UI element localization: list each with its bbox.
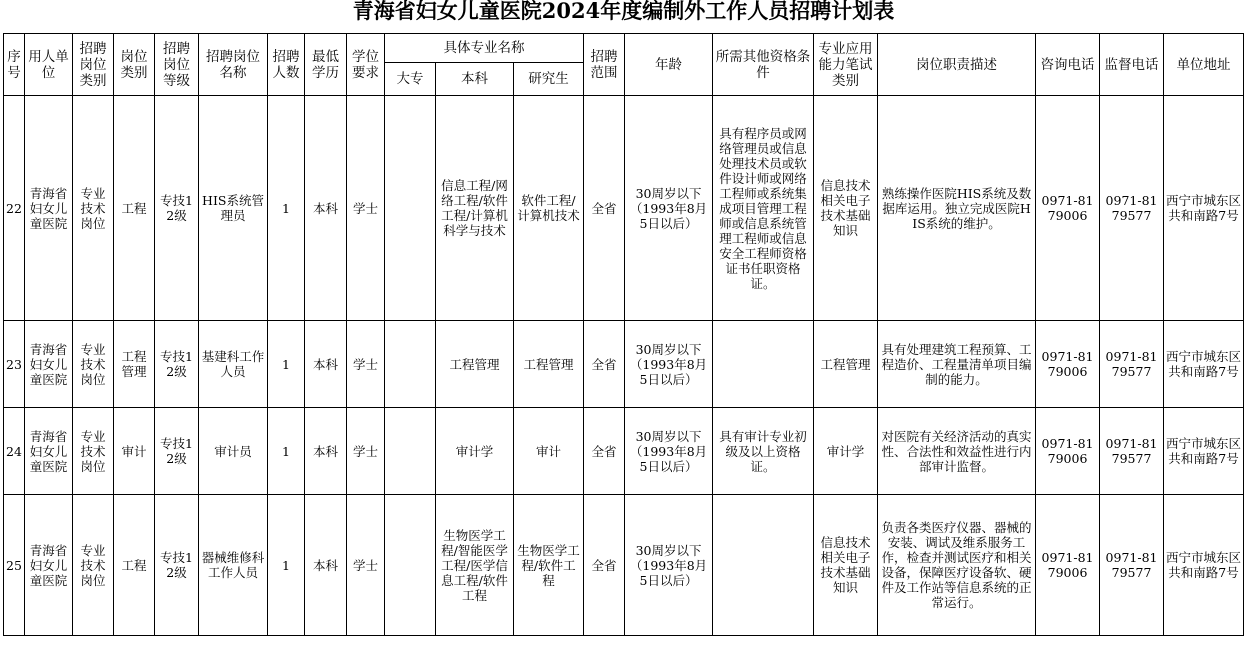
header-major-junior: 大专 bbox=[385, 63, 436, 96]
cell-post-category: 专业技术岗位 bbox=[73, 408, 114, 495]
cell-post-level: 专技12级 bbox=[155, 321, 199, 408]
cell-consult-phone: 0971-8179006 bbox=[1036, 495, 1100, 636]
cell-duties: 对医院有关经济活动的真实性、合法性和效益性进行内部审计监督。 bbox=[878, 408, 1036, 495]
cell-scope: 全省 bbox=[584, 495, 625, 636]
cell-headcount: 1 bbox=[268, 321, 305, 408]
cell-employer: 青海省妇女儿童医院 bbox=[25, 495, 73, 636]
cell-seq: 22 bbox=[4, 96, 25, 321]
cell-age: 30周岁以下（1993年8月5日以后） bbox=[625, 321, 713, 408]
cell-employer: 青海省妇女儿童医院 bbox=[25, 96, 73, 321]
recruitment-plan-table bbox=[3, 33, 1244, 636]
cell-major-graduate: 生物医学工程/软件工程 bbox=[514, 495, 584, 636]
header-post-type: 岗位类别 bbox=[114, 34, 155, 96]
header-major-graduate: 研究生 bbox=[514, 63, 584, 96]
cell-other-requirements: 具有审计专业初级及以上资格证。 bbox=[713, 408, 814, 495]
header-degree: 学位要求 bbox=[347, 34, 385, 96]
cell-major-bachelor: 生物医学工程/智能医学工程/医学信息工程/软件工程 bbox=[436, 495, 514, 636]
cell-degree: 学士 bbox=[347, 96, 385, 321]
cell-supervise-phone: 0971-8179577 bbox=[1100, 96, 1164, 321]
header-major-bachelor: 本科 bbox=[436, 63, 514, 96]
header-post-category: 招聘岗位类别 bbox=[73, 34, 114, 96]
cell-major-junior bbox=[385, 321, 436, 408]
header-post-name: 招聘岗位名称 bbox=[199, 34, 268, 96]
cell-post-category: 专业技术岗位 bbox=[73, 96, 114, 321]
cell-post-name: HIS系统管理员 bbox=[199, 96, 268, 321]
cell-headcount: 1 bbox=[268, 495, 305, 636]
cell-age: 30周岁以下（1993年8月5日以后） bbox=[625, 408, 713, 495]
cell-scope: 全省 bbox=[584, 96, 625, 321]
cell-major-junior bbox=[385, 408, 436, 495]
cell-major-bachelor: 工程管理 bbox=[436, 321, 514, 408]
cell-degree: 学士 bbox=[347, 408, 385, 495]
cell-min-education: 本科 bbox=[305, 408, 347, 495]
cell-other-requirements: 具有程序员或网络管理员或信息处理技术员或软件设计师或网络工程师或系统集成项目管理工程师或信息系统管理工程师或信息安全工程师资格证书任职资格证。 bbox=[713, 96, 814, 321]
cell-post-type: 工程管理 bbox=[114, 321, 155, 408]
header-scope: 招聘范围 bbox=[584, 34, 625, 96]
cell-degree: 学士 bbox=[347, 495, 385, 636]
cell-employer: 青海省妇女儿童医院 bbox=[25, 321, 73, 408]
table-body bbox=[4, 96, 1244, 636]
header-seq: 序号 bbox=[4, 34, 25, 96]
cell-written-exam: 信息技术相关电子技术基础知识 bbox=[814, 96, 878, 321]
cell-address: 西宁市城东区共和南路7号 bbox=[1164, 96, 1244, 321]
cell-min-education: 本科 bbox=[305, 495, 347, 636]
header-written-exam: 专业应用能力笔试类别 bbox=[814, 34, 878, 96]
cell-scope: 全省 bbox=[584, 408, 625, 495]
cell-major-bachelor: 信息工程/网络工程/软件工程/计算机科学与技术 bbox=[436, 96, 514, 321]
cell-consult-phone: 0971-8179006 bbox=[1036, 96, 1100, 321]
table-header bbox=[4, 34, 1244, 96]
header-majors-group: 具体专业名称 bbox=[385, 34, 584, 63]
cell-major-junior bbox=[385, 495, 436, 636]
header-address: 单位地址 bbox=[1164, 34, 1244, 96]
cell-post-type: 审计 bbox=[114, 408, 155, 495]
cell-major-graduate: 工程管理 bbox=[514, 321, 584, 408]
cell-supervise-phone: 0971-8179577 bbox=[1100, 321, 1164, 408]
header-post-level: 招聘岗位等级 bbox=[155, 34, 199, 96]
cell-min-education: 本科 bbox=[305, 96, 347, 321]
cell-duties: 负责各类医疗仪器、器械的安装、调试及维系服务工作，检查并测试医疗和相关设备，保障医疗设备软、硬件及工作站等信息系统的正常运行。 bbox=[878, 495, 1036, 636]
header-other-requirements: 所需其他资格条件 bbox=[713, 34, 814, 96]
header-age: 年龄 bbox=[625, 34, 713, 96]
header-duties: 岗位职责描述 bbox=[878, 34, 1036, 96]
document-title: 青海省妇女儿童医院2024年度编制外工作人员招聘计划表 bbox=[352, 0, 895, 23]
cell-age: 30周岁以下（1993年8月5日以后） bbox=[625, 495, 713, 636]
cell-min-education: 本科 bbox=[305, 321, 347, 408]
cell-major-bachelor: 审计学 bbox=[436, 408, 514, 495]
cell-headcount: 1 bbox=[268, 96, 305, 321]
cell-consult-phone: 0971-8179006 bbox=[1036, 408, 1100, 495]
cell-post-name: 器械维修科工作人员 bbox=[199, 495, 268, 636]
cell-employer: 青海省妇女儿童医院 bbox=[25, 408, 73, 495]
cell-post-type: 工程 bbox=[114, 96, 155, 321]
table-row bbox=[4, 408, 1244, 495]
table-row bbox=[4, 321, 1244, 408]
cell-duties: 具有处理建筑工程预算、工程造价、工程量清单项目编制的能力。 bbox=[878, 321, 1036, 408]
cell-major-graduate: 软件工程/计算机技术 bbox=[514, 96, 584, 321]
cell-duties: 熟练操作医院HIS系统及数据库运用。独立完成医院HIS系统的维护。 bbox=[878, 96, 1036, 321]
cell-consult-phone: 0971-8179006 bbox=[1036, 321, 1100, 408]
cell-degree: 学士 bbox=[347, 321, 385, 408]
cell-supervise-phone: 0971-8179577 bbox=[1100, 408, 1164, 495]
table-row bbox=[4, 96, 1244, 321]
cell-headcount: 1 bbox=[268, 408, 305, 495]
cell-post-category: 专业技术岗位 bbox=[73, 321, 114, 408]
header-min-education: 最低学历 bbox=[305, 34, 347, 96]
header-employer: 用人单位 bbox=[25, 34, 73, 96]
cell-age: 30周岁以下（1993年8月5日以后） bbox=[625, 96, 713, 321]
cell-address: 西宁市城东区共和南路7号 bbox=[1164, 321, 1244, 408]
cell-other-requirements bbox=[713, 495, 814, 636]
cell-seq: 23 bbox=[4, 321, 25, 408]
cell-written-exam: 信息技术相关电子技术基础知识 bbox=[814, 495, 878, 636]
cell-post-type: 工程 bbox=[114, 495, 155, 636]
cell-post-name: 基建科工作人员 bbox=[199, 321, 268, 408]
cell-post-level: 专技12级 bbox=[155, 495, 199, 636]
header-headcount: 招聘人数 bbox=[268, 34, 305, 96]
cell-seq: 25 bbox=[4, 495, 25, 636]
cell-address: 西宁市城东区共和南路7号 bbox=[1164, 408, 1244, 495]
cell-post-level: 专技12级 bbox=[155, 96, 199, 321]
cell-written-exam: 审计学 bbox=[814, 408, 878, 495]
cell-scope: 全省 bbox=[584, 321, 625, 408]
cell-post-category: 专业技术岗位 bbox=[73, 495, 114, 636]
cell-supervise-phone: 0971-8179577 bbox=[1100, 495, 1164, 636]
header-supervise-phone: 监督电话 bbox=[1100, 34, 1164, 96]
header-consult-phone: 咨询电话 bbox=[1036, 34, 1100, 96]
cell-other-requirements bbox=[713, 321, 814, 408]
cell-major-junior bbox=[385, 96, 436, 321]
cell-post-name: 审计员 bbox=[199, 408, 268, 495]
cell-written-exam: 工程管理 bbox=[814, 321, 878, 408]
cell-major-graduate: 审计 bbox=[514, 408, 584, 495]
table-row bbox=[4, 495, 1244, 636]
cell-post-level: 专技12级 bbox=[155, 408, 199, 495]
cell-address: 西宁市城东区共和南路7号 bbox=[1164, 495, 1244, 636]
cell-seq: 24 bbox=[4, 408, 25, 495]
